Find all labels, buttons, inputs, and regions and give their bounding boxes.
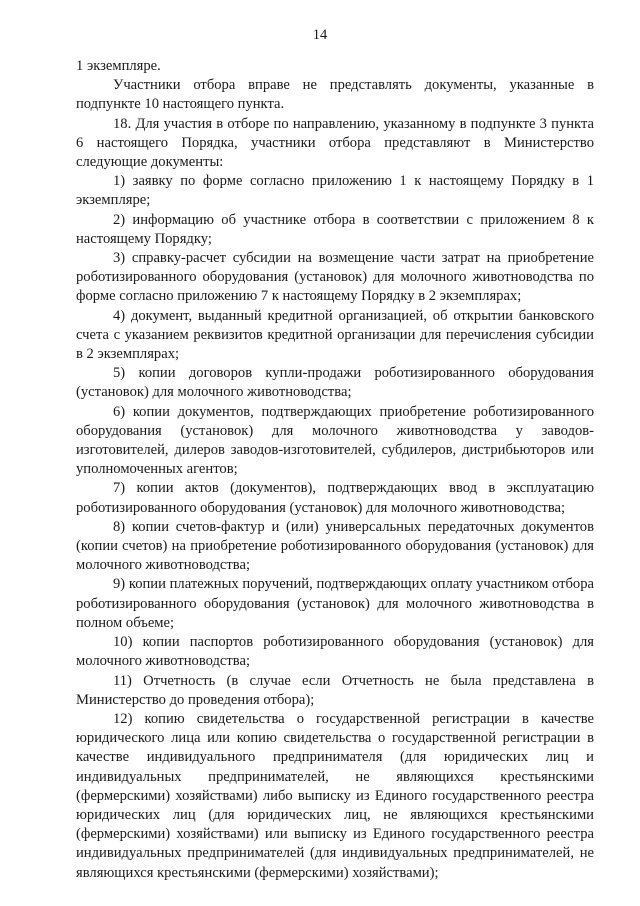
page-number: 14 [312,27,328,43]
list-item: 8) копии счетов-фактур и (или) универсальных передаточных документов (копии счетов) на приобретение роботизированного оборудования (установок) для молочного животноводства; [76,518,594,574]
document-body [76,57,594,883]
list-item: 6) копии документов, подтверждающих приобретение роботизированного оборудования (установок) для молочного животноводства у заводов-изготовителей, дилеров заводов-изготовителей, субдилеров, дистрибьюторов или уполномоченных агентов; [76,403,594,478]
paragraph-continuation: 1 экземпляре. [76,58,161,74]
list-item: 4) документ, выданный кредитной организацией, об открытии банковского счета с указанием реквизитов кредитной организации для перечисления субсидии в 2 экземплярах; [76,307,594,363]
list-item: 5) копии договоров купли-продажи роботизированного оборудования (установок) для молочного животноводства; [76,365,594,401]
list-item: 10) копии паспортов роботизированного оборудования (установок) для молочного животноводства; [76,634,594,670]
paragraph-section-18: 18. Для участия в отборе по направлению, указанному в подпункте 3 пункта 6 настоящего Порядка, участники отбора представляют в Министерство следующие документы: [76,115,594,171]
paragraph: Участники отбора вправе не представлять документы, указанные в подпункте 10 настоящего пункта. [76,77,594,113]
list-item: 11) Отчетность (в случае если Отчетность не была представлена в Министерство до проведения отбора); [76,672,594,708]
list-item: 2) информацию об участнике отбора в соответствии с приложением 8 к настоящему Порядку; [76,211,594,247]
list-item: 3) справку-расчет субсидии на возмещение части затрат на приобретение роботизированного оборудования (установок) для молочного животноводства по форме согласно приложению 7 к настоящему Порядку в 2 экземплярах; [76,250,594,305]
list-item: 12) копию свидетельства о государственной регистрации в качестве юридического лица или копию свидетельства о государственной регистрации в качестве индивидуального предпринимателя (для юридических лиц и индивидуальных предпринимателей, не являющихся крестьянскими (фермерскими) хозяйствами) либо выписку из Единого государственного реестра юридических лиц (для юридических лиц, не являющихся крестьянскими (фермерскими) хозяйствами) или выписку из Единого государственного реестра индивидуальных предпринимателей (для индивидуальных предпринимателей, не являющихся крестьянскими (фермерскими) хозяйствами); [76,710,594,881]
list-item: 7) копии актов (документов), подтверждающих ввод в эксплуатацию роботизированного оборудования (установок) для молочного животноводства; [76,480,594,516]
list-item: 9) копии платежных поручений, подтверждающих оплату участником отбора роботизированного оборудования (установок) для молочного животноводства в полном объеме; [76,576,594,631]
list-item: 1) заявку по форме согласно приложению 1 к настоящему Порядку в 1 экземпляре; [76,173,594,209]
